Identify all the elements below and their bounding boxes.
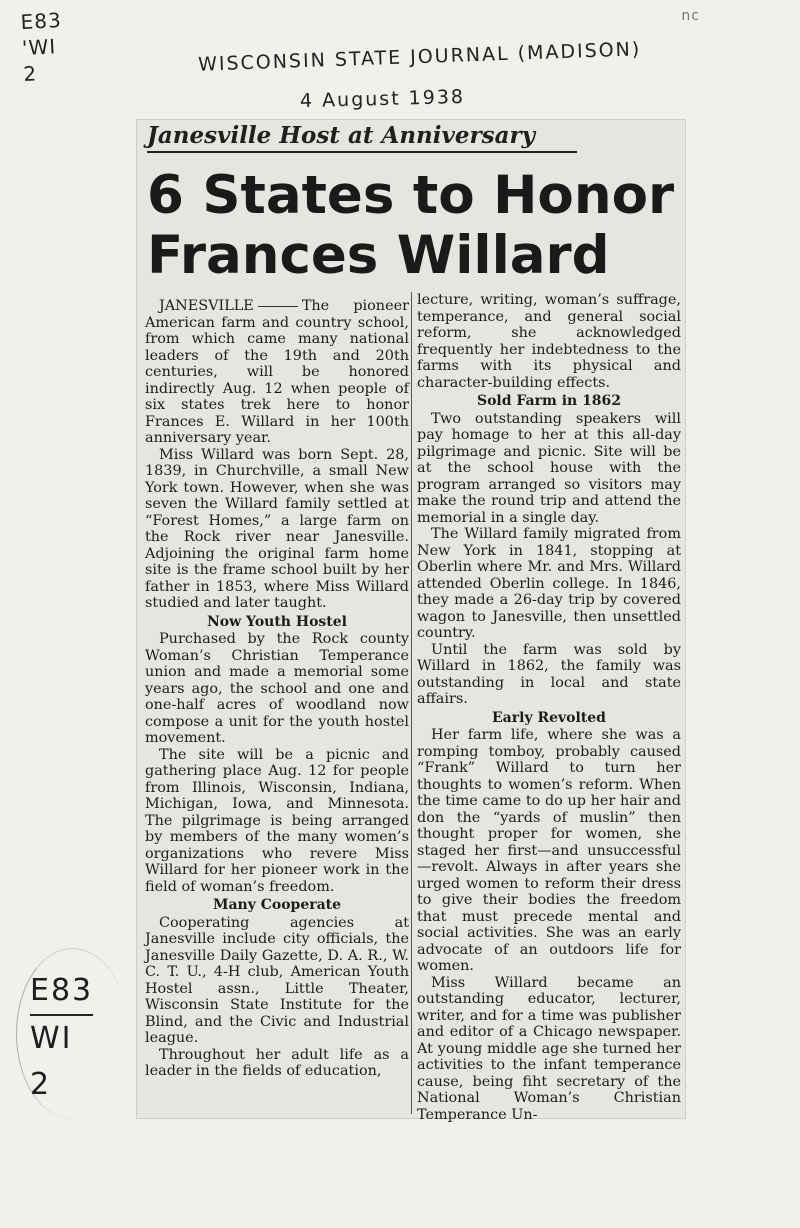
article-headline xyxy=(147,166,677,286)
source-newspaper-title: WISCONSIN STATE JOURNAL (MADISON) xyxy=(197,38,642,76)
newspaper-clipping xyxy=(137,120,685,1123)
dateline: JANESVILLE xyxy=(159,298,254,314)
subheading: Early Revolted xyxy=(492,709,606,726)
article-kicker: Janesville Host at Anniversary xyxy=(147,122,577,153)
archive-code-line: 2 xyxy=(22,61,38,87)
article-paragraph: The Willard family migrated from New York in 1841, stopping at Oberlin where Mr. and Mrs. Willard attended Oberlin college. In 1846, they made a 26-day trip by covered wagon to Janesville, then unsettled country. xyxy=(417,526,681,641)
dateline-rule xyxy=(258,306,298,307)
article-paragraph: Throughout her adult life as a leader in the fields of education, xyxy=(145,1046,409,1079)
stamp-line: E83 xyxy=(30,968,93,1016)
article-paragraph: Purchased by the Rock county Woman’s Christian Temperance union and made a memorial some years ago, the school and one and one-half acres of woodland now compose a unit for the youth hostel movement. xyxy=(145,631,409,746)
article-paragraph: lecture, writing, woman’s suffrage, temperance, and general social reform, she acknowledged frequently her indebtedness to the farms with its physical and character-building effects. xyxy=(417,292,681,391)
article-paragraph: Two outstanding speakers will pay homage to her at this all-day pilgrimage and picnic. Site will be at the school house with the program arranged so visitors may make the round trip and attend the memorial in a single day. xyxy=(417,410,681,526)
article-paragraph: Until the farm was sold by Willard in 1862, the family was outstanding in local and state affairs. xyxy=(417,641,681,707)
source-date: 4 August 1938 xyxy=(299,85,466,113)
article-paragraph: Her farm life, where she was a romping tomboy, probably caused “Frank” Willard to turn her thoughts to women’s reform. When the time came to do up her hair and don the “yards of muslin” then thought proper for women, she staged her first—and unsuccessful—revolt. Always in after years she urged women to reform their dress to give their bodies the freedom that must precede mental and social activities. She was an early advocate of an outdoors life for women. xyxy=(417,727,681,974)
article-paragraph: Miss Willard became an outstanding educator, lecturer, writer, and for a time was publisher and editor of a Chicago newspaper. At young middle age she turned her activities to the infant temperance cause, being fiht secretary of the National Woman’s Christian Temperance Un- xyxy=(417,974,681,1123)
article-column-left xyxy=(145,298,409,1080)
article-paragraph: The site will be a picnic and gathering place Aug. 12 for people from Illinois, Wisconsin, Indiana, Michigan, Iowa, and Minnesota. The pilgrimage is being arranged by members of the many women’s organizations who revere Miss Willard for her pioneer work in the field of woman’s freedom. xyxy=(145,746,409,895)
archive-code-line: E83 xyxy=(20,7,63,35)
subheading: Sold Farm in 1862 xyxy=(476,393,622,409)
archive-stamp-code xyxy=(30,968,93,1108)
stamp-line: 2 xyxy=(30,1067,52,1102)
archive-code-line: 'WI xyxy=(21,34,57,61)
article-column-right xyxy=(417,292,681,1123)
headline-line: Frances Willard xyxy=(147,225,610,286)
headline-line: 6 States to Honor xyxy=(147,165,675,226)
article-paragraph: Cooperating agencies at Janesville include city officials, the Janesville Daily Gazette, D. A. R., W. C. T. U., 4-H club, American Youth Hostel assn., Little Theater, Wisconsin State Institute for the Blind, and the Civic and Industrial league. xyxy=(145,914,409,1046)
paragraph-text: The pioneer American farm and country school, from which came many national leaders of the 19th and 20th centuries, will be honored indirectly Aug. 12 when people of six states trek here to honor Frances E. Willard in her 100th anniversary year. xyxy=(145,298,409,446)
stamp-line: WI xyxy=(30,1021,73,1056)
archive-code-handwritten xyxy=(20,7,65,87)
article-paragraph xyxy=(145,298,409,447)
subheading: Many Cooperate xyxy=(212,897,342,913)
subheading: Now Youth Hostel xyxy=(206,613,347,630)
article-paragraph: Miss Willard was born Sept. 28, 1839, in Churchville, a small New York town. However, when she was seven the Willard family settled at “Forest Homes,” a large farm on the Rock river near Janesville. Adjoining the original farm home site is the frame school built by her father in 1853, where Miss Willard studied and later taught. xyxy=(145,446,409,611)
corner-pencil-mark: nc xyxy=(681,8,700,24)
column-divider xyxy=(411,292,412,1114)
